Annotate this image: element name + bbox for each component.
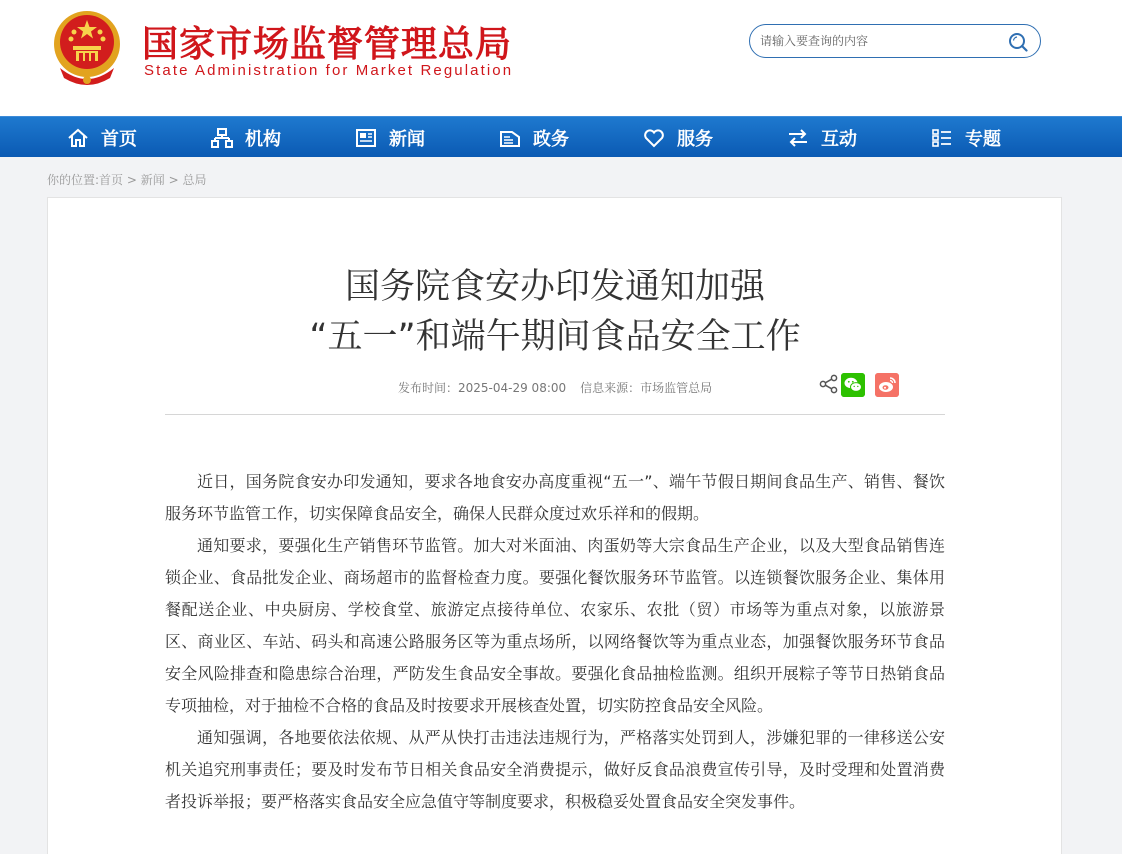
breadcrumb-separator: > <box>164 173 183 187</box>
national-emblem-logo[interactable] <box>50 8 124 88</box>
nav-label: 首页 <box>101 128 137 150</box>
breadcrumb-home-link[interactable]: 首页 <box>99 173 124 187</box>
breadcrumb-separator: > <box>123 173 141 187</box>
search-icon[interactable] <box>1008 32 1028 52</box>
breadcrumb <box>47 171 206 188</box>
nav-item-government-affairs[interactable] <box>499 117 569 158</box>
weibo-share-icon[interactable] <box>875 373 899 397</box>
article-meta <box>398 379 712 396</box>
home-icon <box>67 128 89 148</box>
article-title-line2: “五一”和端午期间食品安全工作 <box>309 317 801 357</box>
search-input[interactable] <box>760 32 1000 50</box>
nav-item-services[interactable] <box>643 117 713 158</box>
site-header <box>0 0 1122 116</box>
nav-label: 服务 <box>677 128 713 150</box>
government-icon <box>499 128 521 148</box>
main-nav <box>0 116 1122 157</box>
article-paragraph: 通知要求，要强化生产销售环节监管。加大对米面油、肉蛋奶等大宗食品生产企业，以及大型食品销售连锁企业、食品批发企业、商场超市的监督检查力度。要强化餐饮服务环节监管。以连锁餐饮服务企业、集体用餐配送企业、中央厨房、学校食堂、旅游定点接待单位、农家乐、农批（贸）市场等为重点对象，以旅游景区、商业区、车站、码头和高速公路服务区等为重点场所，以网络餐饮等为重点业态，加强餐饮服务环节食品安全风险排查和隐患综合治理，严防发生食品安全事故。要强化食品抽检监测。组织开展粽子等节日热销食品专项抽检，对于抽检不合格的食品及时按要求开展核查处置，切实防控食品安全风险。 <box>165 536 945 715</box>
breadcrumb-hq-link[interactable]: 总局 <box>182 173 207 187</box>
nav-label: 专题 <box>965 128 1001 150</box>
exchange-arrows-icon <box>787 128 809 148</box>
article-paragraph: 近日，国务院食安办印发通知，要求各地食安办高度重视“五一”、端午节假日期间食品生产、销售、餐饮服务环节监管工作，切实保障食品安全，确保人民群众度过欢乐祥和的假期。 <box>165 472 945 523</box>
article-card <box>47 197 1062 854</box>
site-title-chinese[interactable]: 国家市场监督管理总局 <box>142 24 513 65</box>
org-chart-icon <box>211 128 233 148</box>
nav-item-topics[interactable] <box>931 117 1001 158</box>
nav-label: 政务 <box>533 128 569 150</box>
meta-divider <box>165 414 945 415</box>
breadcrumb-prefix: 你的位置: <box>47 173 100 187</box>
article-paragraph: 通知强调，各地要依法依规、从严从快打击违法违规行为，严格落实处罚到人，涉嫌犯罪的一律移送公安机关追究刑事责任；要及时发布节日相关食品安全消费提示，做好反食品浪费宣传引导，及时受理和处置消费者投诉举报；要严格落实食品安全应急值守等制度要求，积极稳妥处置食品安全突发事件。 <box>165 728 945 811</box>
wechat-share-icon[interactable] <box>841 373 865 397</box>
nav-item-interaction[interactable] <box>787 117 857 158</box>
article-title-line1: 国务院食安办印发通知加强 <box>344 267 765 307</box>
article-body <box>165 466 945 818</box>
nav-label: 互动 <box>821 128 857 150</box>
nav-label: 新闻 <box>389 128 425 150</box>
news-icon <box>355 128 377 148</box>
topic-list-icon <box>931 128 953 148</box>
info-source: 信息来源：市场监管总局 <box>580 381 713 395</box>
nav-item-organization[interactable] <box>211 117 281 158</box>
breadcrumb-news-link[interactable]: 新闻 <box>140 173 165 187</box>
nav-label: 机构 <box>245 128 281 150</box>
publish-time: 发布时间：2025-04-29 08:00 <box>398 381 567 395</box>
article-title <box>165 262 945 362</box>
nav-item-home[interactable] <box>67 117 137 158</box>
site-title-english: State Administration for Market Regulation <box>144 62 514 79</box>
heart-icon <box>643 128 665 148</box>
share-icon[interactable] <box>818 373 840 395</box>
nav-item-news[interactable] <box>355 117 425 158</box>
search-box <box>749 24 1041 58</box>
